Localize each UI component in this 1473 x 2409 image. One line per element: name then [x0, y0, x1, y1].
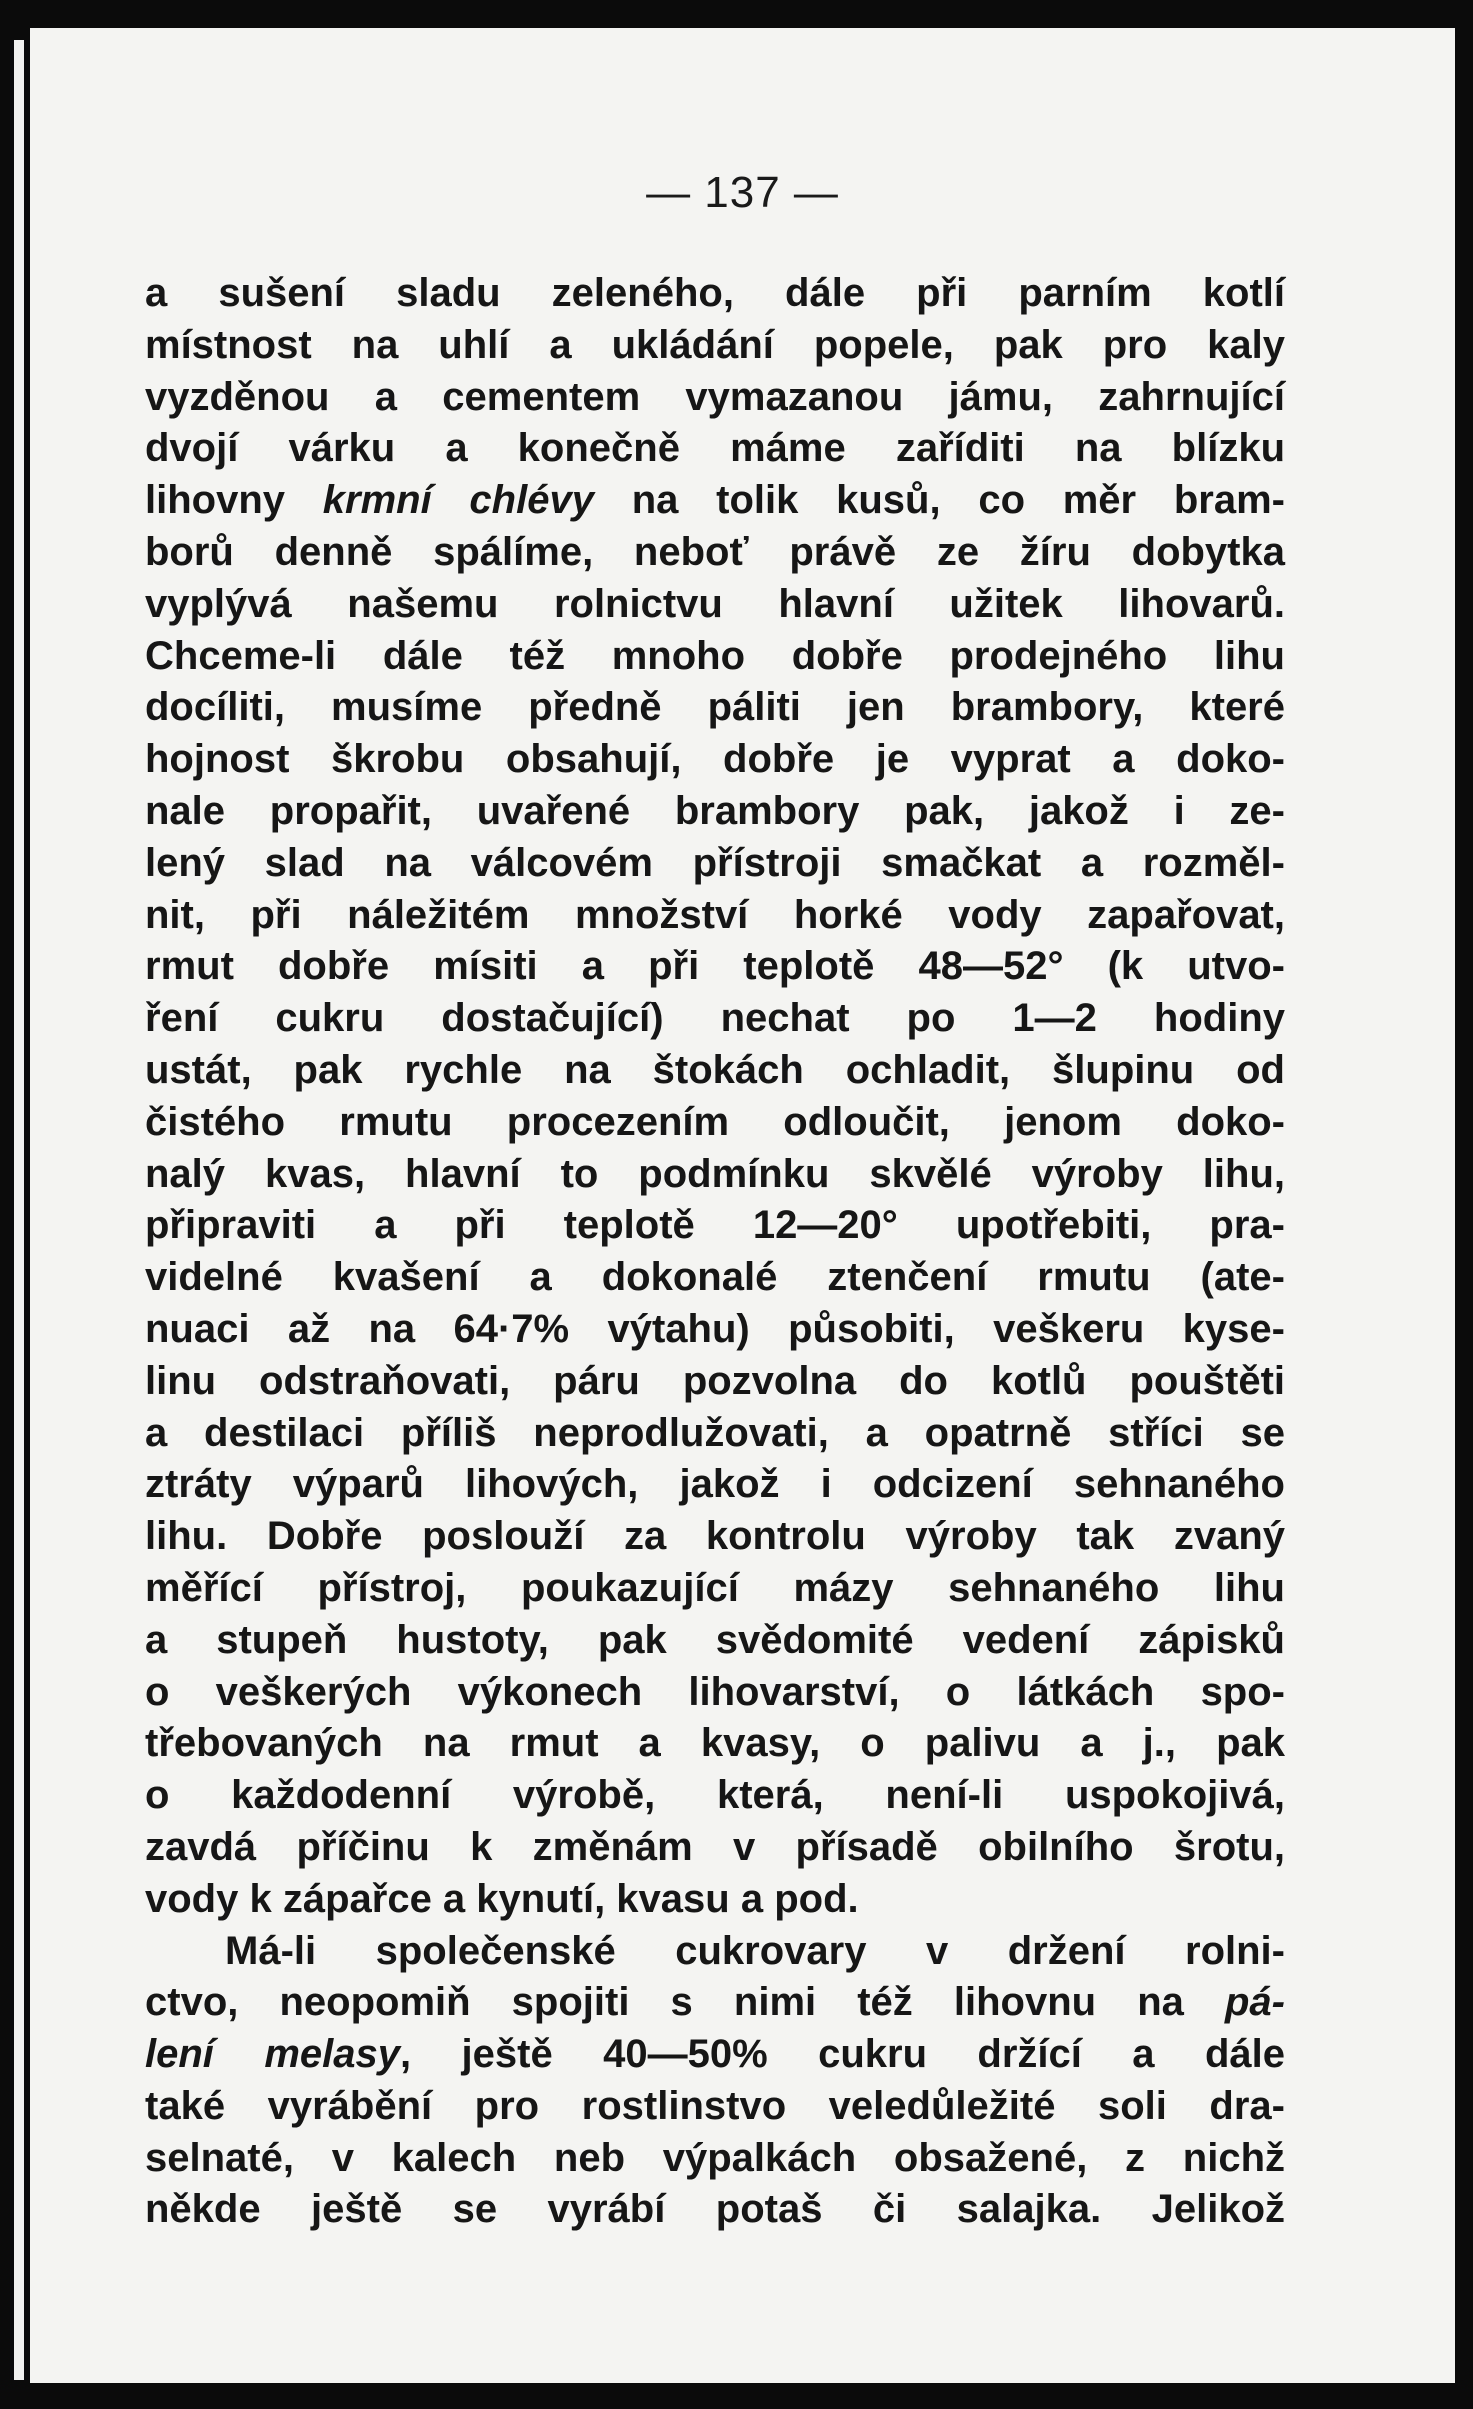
text-line: [145, 941, 1285, 993]
text-line: [145, 1200, 1285, 1252]
text-line: [145, 1667, 1285, 1719]
text-line: [145, 579, 1285, 631]
text-line: [145, 1045, 1285, 1097]
line-segment: ustát, pak rychle na štokách ochladit, šlupinu od: [145, 1047, 1285, 1092]
line-segment: hojnost škrobu obsahují, dobře je vyprat a doko-: [145, 737, 1285, 782]
line-segment: a stupeň hustoty, pak svědomité vedení zápisků: [145, 1617, 1285, 1662]
line-segment: nit, při náležitém množství horké vody zapařovat,: [145, 892, 1285, 937]
line-segment: linu odstraňovati, páru pozvolna do kotlů pouštěti: [145, 1358, 1285, 1403]
line-segment: , ještě 40—50% cukru držící a dále: [400, 2032, 1286, 2077]
adjacent-page-edge: [14, 40, 24, 2380]
body-text: [145, 268, 1285, 2236]
text-line: [145, 1874, 1285, 1926]
line-segment: vyzděnou a cementem vymazanou jámu, zahrnující: [145, 374, 1285, 419]
text-line: [145, 838, 1285, 890]
line-segment: o každodenní výrobě, která, není-li uspokojivá,: [145, 1773, 1285, 1818]
text-line: [145, 1149, 1285, 1201]
line-segment: lený slad na válcovém přístroji smačkat a rozměl-: [145, 840, 1285, 885]
text-line: [145, 890, 1285, 942]
line-segment: nale propařit, uvařené brambory pak, jakož i ze-: [145, 788, 1285, 833]
italic-term: krmní chlévy: [322, 478, 594, 523]
text-line: [145, 2081, 1285, 2133]
line-segment: rmut dobře mísiti a při teplotě 48—52° (k utvo-: [145, 944, 1285, 989]
text-line: [145, 631, 1285, 683]
line-segment: třebovaných na rmut a kvasy, o palivu a j., pak: [145, 1721, 1285, 1766]
text-line: [145, 423, 1285, 475]
text-line: [145, 2184, 1285, 2236]
text-line: [145, 2029, 1285, 2081]
line-segment: o veškerých výkonech lihovarství, o látkách spo-: [145, 1669, 1285, 1714]
text-line: [145, 1718, 1285, 1770]
line-segment: měřící přístroj, poukazující mázy sehnaného lihu: [145, 1565, 1285, 1610]
line-segment: dvojí várku a konečně máme zaříditi na blízku: [145, 426, 1285, 471]
line-segment: nalý kvas, hlavní to podmínku skvělé výroby lihu,: [145, 1151, 1285, 1196]
text-line: [145, 1408, 1285, 1460]
text-line: [145, 2133, 1285, 2185]
line-segment: nuaci až na 64·7% výtahu) působiti, veškeru kyse-: [145, 1306, 1285, 1351]
text-line: [145, 1977, 1285, 2029]
text-line: [145, 734, 1285, 786]
line-segment: vyplývá našemu rolnictvu hlavní užitek lihovarů.: [145, 581, 1285, 626]
line-segment: selnaté, v kalech neb výpalkách obsažené, z nichž: [145, 2135, 1285, 2180]
italic-term: pá-: [1225, 1980, 1285, 2025]
line-segment: ření cukru dostačující) nechat po 1—2 hodiny: [145, 996, 1285, 1041]
line-segment: a sušení sladu zeleného, dále při parním kotlí: [145, 271, 1285, 315]
line-segment: někde ještě se vyrábí potaš či salajka. Jelikož: [145, 2187, 1285, 2232]
text-line: [145, 682, 1285, 734]
line-segment: Má-li společenské cukrovary v držení rolni-: [225, 1928, 1285, 1973]
line-segment: připraviti a při teplotě 12—20° upotřebiti, pra-: [145, 1203, 1285, 1248]
line-segment: ztráty výparů lihových, jakož i odcizení sehnaného: [145, 1462, 1285, 1507]
line-segment: také vyrábění pro rostlinstvo veledůležité soli dra-: [145, 2083, 1285, 2128]
line-segment: lihovny: [145, 478, 323, 523]
text-line: [145, 1770, 1285, 1822]
page-number: — 137 —: [646, 168, 839, 217]
line-segment: místnost na uhlí a ukládání popele, pak pro kaly: [145, 322, 1285, 367]
line-segment: a destilaci příliš neprodlužovati, a opatrně stříci se: [145, 1410, 1285, 1455]
text-line: [145, 1822, 1285, 1874]
line-segment: čistého rmutu procezením odloučit, jenom doko-: [145, 1099, 1285, 1144]
line-segment: zavdá příčinu k změnám v přísadě obilního šrotu,: [145, 1824, 1285, 1869]
text-line: [145, 475, 1285, 527]
text-line: [145, 786, 1285, 838]
line-segment: Chceme-li dále též mnoho dobře prodejného lihu: [145, 633, 1285, 678]
book-page: [30, 28, 1455, 2383]
text-line: [145, 1252, 1285, 1304]
line-segment: ctvo, neopomiň spojiti s nimi též lihovnu na: [145, 1980, 1225, 2025]
text-line: [145, 1511, 1285, 1563]
text-line: [145, 527, 1285, 579]
text-line: [145, 1459, 1285, 1511]
italic-term: lení melasy: [145, 2032, 400, 2077]
line-segment: na tolik kusů, co měr bram-: [593, 478, 1285, 523]
text-line: [145, 1304, 1285, 1356]
text-line: [145, 372, 1285, 424]
text-line: [145, 320, 1285, 372]
text-line: [145, 1356, 1285, 1408]
text-line: [145, 1615, 1285, 1667]
text-line: [145, 268, 1285, 320]
line-segment: lihu. Dobře poslouží za kontrolu výroby tak zvaný: [145, 1514, 1285, 1559]
text-line: [145, 1097, 1285, 1149]
text-line: [145, 1926, 1285, 1978]
line-segment: vody k zápařce a kynutí, kvasu a pod.: [145, 1876, 859, 1921]
line-segment: borů denně spálíme, neboť právě ze žíru dobytka: [145, 529, 1285, 574]
line-segment: docíliti, musíme předně páliti jen brambory, které: [145, 685, 1285, 730]
line-segment: videlné kvašení a dokonalé ztenčení rmutu (ate-: [145, 1255, 1285, 1300]
text-line: [145, 1563, 1285, 1615]
text-line: [145, 993, 1285, 1045]
